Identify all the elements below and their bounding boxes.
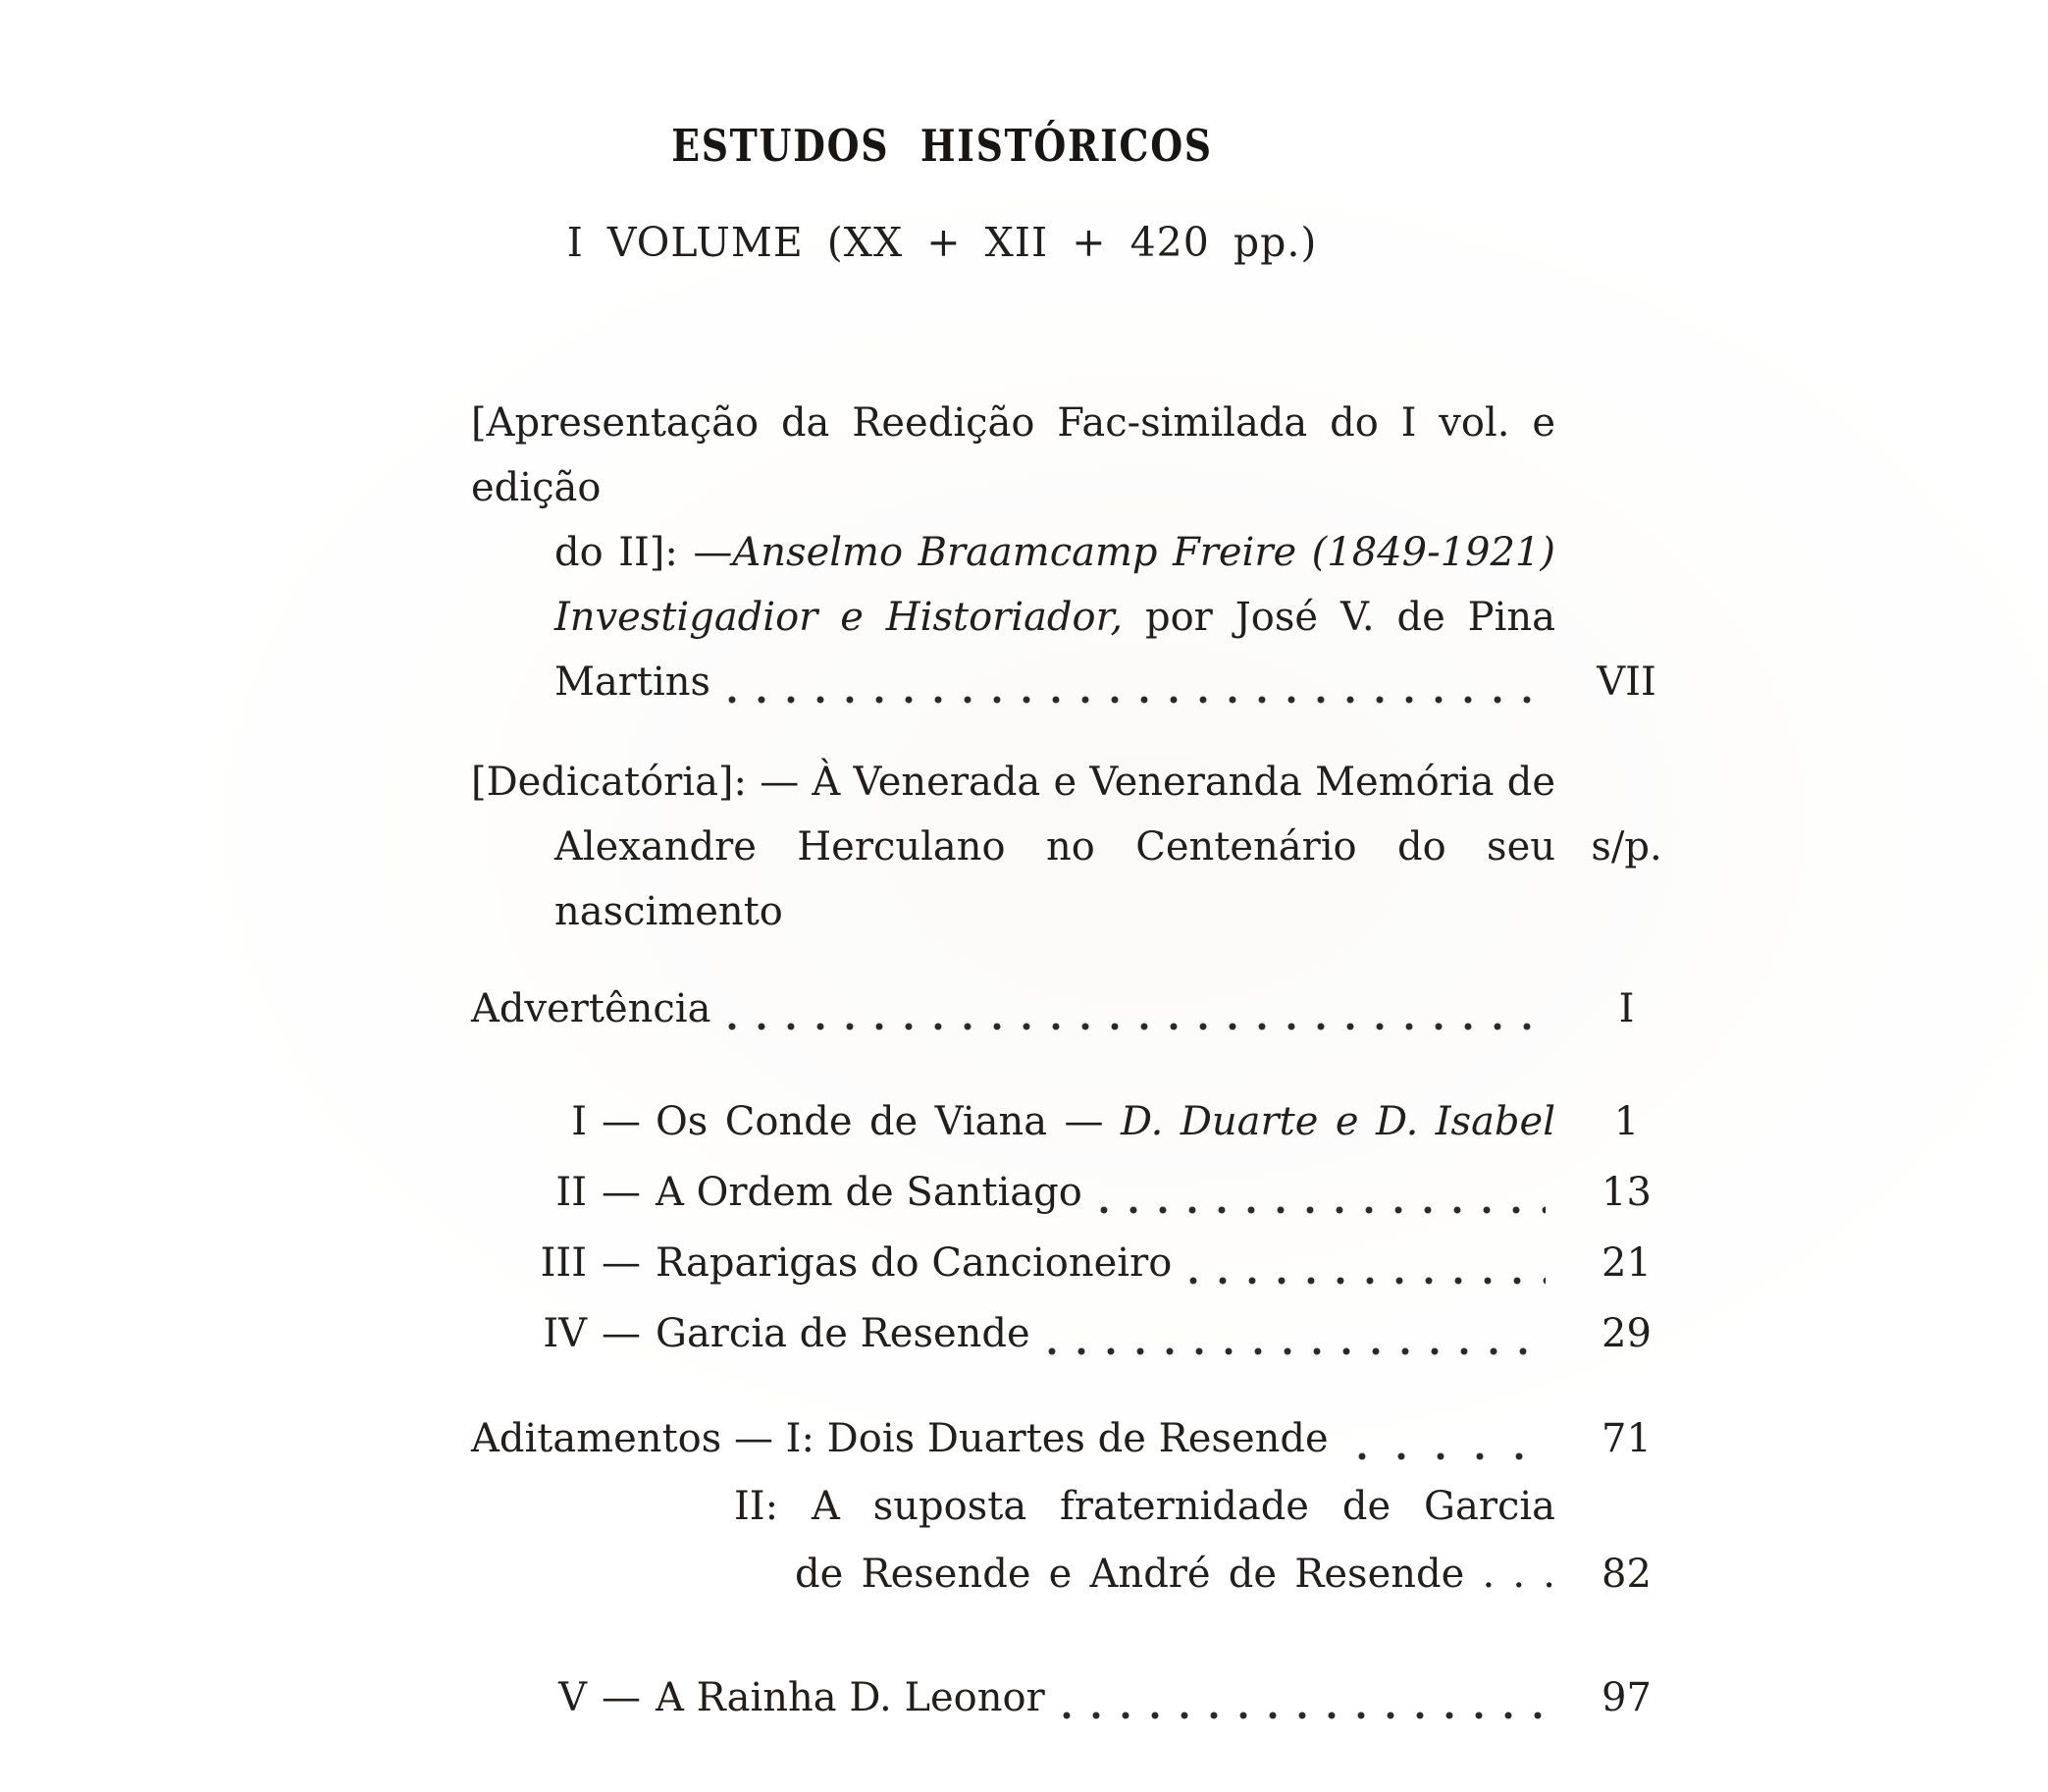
toc-entry-advertencia: [471, 976, 1698, 1041]
dot-leader: [728, 1021, 1546, 1032]
entry-line: [471, 815, 1698, 944]
toc-chapter-row-5: [471, 1665, 1698, 1730]
chapter-title: [656, 1089, 1555, 1154]
chapter-number: IV: [543, 1311, 587, 1356]
chapter-number: III: [540, 1240, 587, 1286]
dash-separator: —: [602, 1311, 641, 1356]
page-number: I: [1618, 986, 1635, 1031]
chapter-number: V: [558, 1675, 587, 1720]
dot-leader: [1358, 1450, 1546, 1462]
toc-entry-apresentacao: [471, 391, 1698, 714]
entry-line: [471, 1406, 1698, 1471]
dash-separator: —: [602, 1099, 641, 1144]
dash-separator: —: [602, 1170, 641, 1215]
chapter-number: II: [555, 1170, 587, 1215]
page-number: 29: [1602, 1311, 1652, 1356]
dot-leader: [1100, 1204, 1546, 1216]
page-header: [471, 120, 1413, 266]
page-number: 1: [1613, 1099, 1640, 1144]
entry-line: [471, 650, 1698, 714]
page-number: 13: [1602, 1170, 1652, 1215]
entry-line: II: A suposta fraternidade de Garcia: [734, 1484, 1555, 1529]
toc-entry-dedicatoria: [471, 750, 1698, 944]
entry-line: [Apresentação da Reedição Fac-similada do I vol. e edição: [471, 400, 1555, 510]
dot-leader: [1048, 1345, 1546, 1357]
entry-text: Aditamentos — I: Dois Duartes de Resende: [471, 1416, 1329, 1461]
entry-text: do II]: —: [554, 530, 733, 575]
toc-entry-aditamentos: [471, 1406, 1698, 1607]
dot-leader: [1063, 1710, 1546, 1721]
entry-text: Martins: [554, 659, 711, 705]
entry-line: [471, 520, 1555, 585]
entry-text: Advertência: [471, 986, 711, 1031]
page-number: 21: [1602, 1240, 1652, 1286]
entry-line: [Dedicatória]: — À Venerada e Veneranda Memória de: [471, 760, 1555, 805]
chapter-title-text: Os Conde de Viana —: [656, 1099, 1122, 1144]
dash-separator: —: [602, 1675, 641, 1720]
page-number: 97: [1602, 1675, 1652, 1720]
page-number: 71: [1602, 1416, 1652, 1461]
toc-chapter-row-2: [471, 1160, 1698, 1225]
toc-chapter-list: [471, 1089, 1698, 1366]
page-number: s/p.: [1591, 824, 1662, 870]
chapter-title-text: Garcia de Resende: [656, 1311, 1030, 1356]
chapter-title-text: Raparigas do Cancioneiro: [656, 1240, 1173, 1286]
page-number: VII: [1597, 659, 1656, 705]
toc-chapter-row-1: [471, 1089, 1698, 1154]
chapter-title-italic: D. Duarte e D. Isabel: [1121, 1099, 1555, 1144]
entry-line: [471, 585, 1555, 650]
volume-subtitle: I VOLUME (XX + XII + 420 pp.): [566, 219, 1318, 266]
dash-separator: —: [602, 1240, 641, 1286]
chapter-number: I: [571, 1099, 587, 1144]
entry-line: [471, 1542, 1698, 1607]
dot-leader: [1189, 1275, 1546, 1287]
page-title: ESTUDOS HISTÓRICOS: [671, 120, 1213, 172]
entry-text: de Resende e André de Resende . . .: [795, 1552, 1555, 1597]
page-number: 82: [1602, 1552, 1652, 1597]
entry-text: Alexandre Herculano no Centenário do seu nascimento: [554, 824, 1555, 934]
entry-text: por José V. de Pina: [1123, 595, 1556, 640]
toc-chapter-row-4: [471, 1301, 1698, 1366]
toc-chapter-row-3: [471, 1231, 1698, 1295]
chapter-title-text: A Ordem de Santiago: [656, 1170, 1082, 1215]
dot-leader: [728, 694, 1546, 706]
entry-text-italic: Anselmo Braamcamp Freire (1849-1921): [732, 530, 1555, 575]
entry-text-italic: Investigadior e Historiador,: [554, 595, 1124, 640]
chapter-title-text: A Rainha D. Leonor: [656, 1675, 1045, 1720]
table-of-contents: [471, 391, 1698, 1730]
